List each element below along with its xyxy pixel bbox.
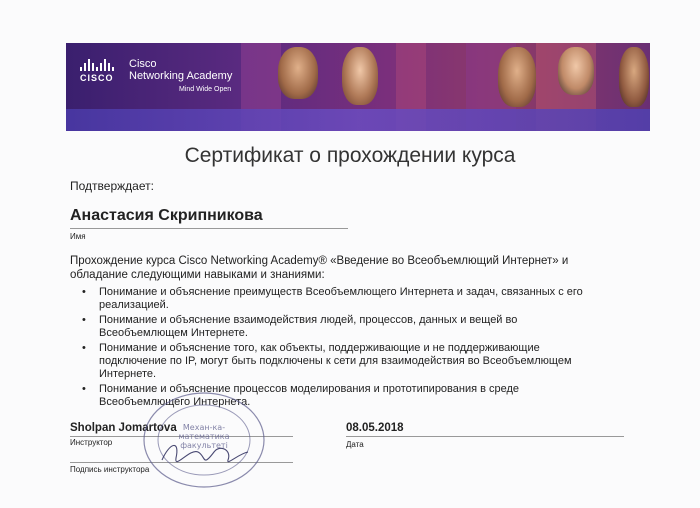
- cisco-bars-icon: [80, 59, 114, 71]
- cisco-logo: [80, 59, 114, 83]
- banner-band: [66, 109, 650, 131]
- banner-photo-person-3: [498, 47, 536, 107]
- certificate-title: Сертификат о прохождении курса: [184, 144, 516, 167]
- svg-text:факультеті: факультеті: [180, 441, 228, 450]
- banner-photo-person-1: [278, 47, 318, 99]
- skill-item: • Понимание и объяснение взаимодействия людей, процессов, данных и вещей во Всеобъемлющем Интернете.: [82, 314, 602, 340]
- signature-label: Подпись инструктора: [70, 465, 150, 474]
- official-stamp: [140, 390, 268, 490]
- skill-item: • Понимание и объяснение процессов моделирования и прототипирования в среде Всеобъемлющего Интернета.: [82, 383, 602, 409]
- skill-item: • Понимание и объяснение того, как объекты, поддерживающие и не поддерживающие подключение по IP, могут быть подключены к сети для взаимодействия во Всеобъемлющем Интернете.: [82, 342, 602, 381]
- brand-text: [129, 58, 232, 96]
- banner-photo-person-4: [558, 47, 594, 95]
- course-intro: Прохождение курса Cisco Networking Academy® «Введение во Всеобъемлющий Интернет» и обладание следующими навыками и знаниями:: [70, 255, 569, 281]
- banner-photo-person-5: [619, 47, 649, 107]
- cisco-logo-word: CISCO: [80, 73, 114, 83]
- svg-text:математика: математика: [178, 432, 230, 441]
- brand-line-1: Cisco: [129, 58, 157, 70]
- skill-item: • Понимание и объяснение преимуществ Всеобъемлющего Интернета и задач, связанных с его реализацией.: [82, 286, 602, 312]
- name-underline: [70, 228, 348, 229]
- svg-text:Механ-ка-: Механ-ка-: [182, 423, 226, 432]
- recipient-name: Анастасия Скрипникова: [70, 207, 263, 224]
- name-label: Имя: [70, 232, 86, 241]
- banner-photo-person-2: [342, 47, 378, 105]
- confirms-label: Подтверждает:: [70, 179, 154, 193]
- cisco-banner: [66, 43, 650, 131]
- instructor-label: Инструктор: [70, 438, 113, 447]
- date-underline: [346, 436, 624, 437]
- brand-tagline: Mind Wide Open: [179, 86, 232, 93]
- instructor-name: Sholpan Jomartova: [70, 422, 177, 434]
- brand-line-2: Networking Academy: [129, 70, 233, 82]
- issue-date: 08.05.2018: [346, 422, 404, 434]
- date-label: Дата: [346, 440, 364, 449]
